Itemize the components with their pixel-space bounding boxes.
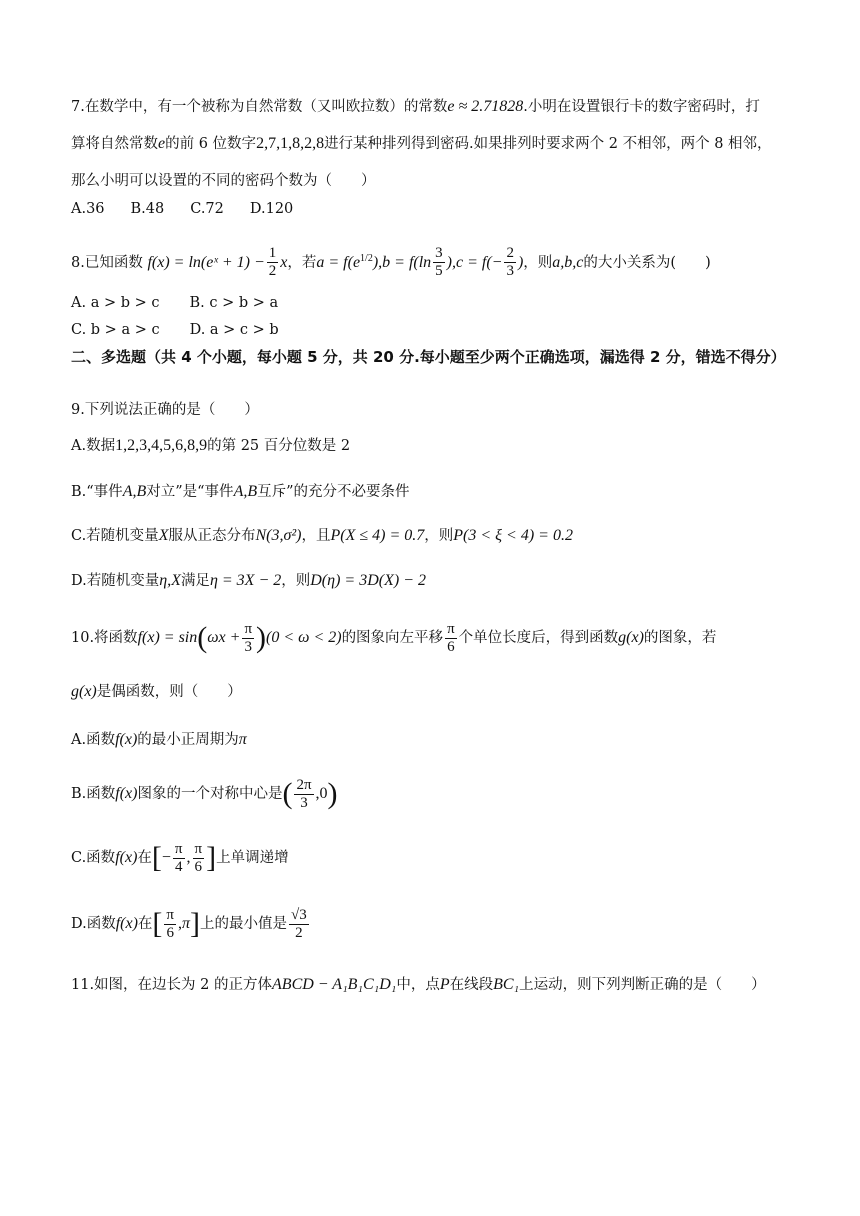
q11-text: 中，点 — [396, 977, 440, 993]
numerator: π — [194, 840, 203, 857]
f-of-x: f(x) — [115, 731, 138, 748]
q9-stem: 9.下列说法正确的是（ ） — [71, 402, 259, 418]
q9-option-b[interactable] — [71, 482, 410, 502]
q7-line-3: 那么小明可以设置的不同的密码个数为（ ） — [71, 173, 376, 189]
option-text: ，且 — [301, 528, 331, 544]
fraction-pi-4 — [173, 841, 185, 876]
variance-expr: D(η) = 3D(X) − 2 — [310, 572, 426, 589]
fraction-2pi-3 — [294, 777, 313, 812]
denominator: 6 — [447, 638, 455, 655]
normal-dist: N(3,σ²) — [255, 527, 302, 544]
events: A,B — [122, 483, 147, 500]
option-text: 在 — [137, 916, 153, 932]
denominator: 3 — [506, 263, 514, 280]
paren-open: ( — [282, 777, 293, 810]
var-x: x — [280, 253, 288, 271]
option-text: 上的最小值是 — [200, 916, 288, 932]
numerator: 1 — [268, 245, 277, 262]
numerator: π — [244, 620, 253, 637]
q11-text: 11.如图，在边长为 2 的正方体 — [71, 977, 273, 993]
option-text: 的最小正周期为 — [137, 732, 239, 748]
minus-sign: − — [161, 849, 171, 866]
q9-option-a[interactable] — [71, 436, 350, 456]
fraction-pi-6 — [445, 621, 457, 656]
bracket-open: [ — [152, 907, 163, 940]
paren: ) — [372, 253, 379, 271]
q10-option-b[interactable] — [71, 774, 338, 814]
relation: η = 3X − 2 — [209, 572, 282, 589]
denominator: 3 — [244, 638, 252, 655]
q8-option-d[interactable]: D. a > c > b — [189, 322, 279, 338]
denominator: 4 — [174, 858, 183, 875]
prob-expr: P(X ≤ 4) = 0.7 — [330, 527, 425, 544]
option-text: 满足 — [180, 573, 210, 589]
prob-expr: P(3 < ξ < 4) = 0.2 — [453, 527, 573, 544]
paren: ) — [446, 253, 452, 271]
numerator: π — [166, 906, 174, 923]
q8-options-row-1 — [71, 293, 304, 313]
q8-options-row-2 — [71, 320, 305, 340]
exponent: 1/2 — [360, 253, 373, 264]
option-text: C.若随机变量 — [71, 528, 159, 544]
coord-tail: ,0 — [315, 785, 328, 802]
segment: BC₁ — [493, 976, 520, 993]
comma: , — [186, 849, 191, 866]
q8-text: ，则 — [523, 254, 553, 271]
paren-close: ) — [327, 777, 338, 810]
g-of-x: g(x) — [618, 629, 644, 646]
option-text: A.函数 — [71, 732, 116, 748]
option-text: 的第 25 百分位数是 2 — [207, 438, 351, 454]
option-text: D.若随机变量 — [71, 573, 160, 589]
q8-stem — [71, 242, 711, 280]
data-list: 1,2,3,4,5,6,8,9 — [115, 437, 208, 454]
var-x: X — [158, 527, 169, 544]
var-abc: a,b,c — [552, 253, 584, 271]
q7-text: 算将自然常数 — [71, 136, 158, 152]
q10-stem-line-1 — [71, 618, 716, 658]
comma: , — [178, 915, 182, 932]
q8-text: 8.已知函数 — [71, 254, 143, 271]
f-of-x: f(x) — [115, 915, 138, 932]
q7-text: 进行某种排列得到密码.如果排列时要求两个 2 不相邻，两个 8 相邻， — [324, 136, 772, 152]
q8-function: f(x) = ln(eˣ + 1) − — [147, 253, 265, 271]
bracket-close: ] — [190, 907, 201, 940]
q8-option-a[interactable]: A. a > b > c — [71, 295, 160, 311]
fraction-pi-6 — [193, 841, 205, 876]
option-text: B.“事件 — [71, 484, 123, 500]
fraction-sqrt3-2 — [289, 907, 309, 942]
q10-text: 10.将函数 — [71, 630, 138, 646]
bracket-open: [ — [151, 841, 162, 874]
denominator: 2 — [268, 263, 277, 280]
option-text: 对立”是“事件 — [146, 484, 234, 500]
q10-function: f(x) = sin — [137, 629, 198, 646]
q7-text: 7.在数学中，有一个被称为自然常数（又叫欧拉数）的常数 — [71, 99, 448, 115]
option-text: C.函数 — [71, 850, 116, 866]
q10-text: 的图象向左平移 — [341, 630, 444, 646]
fraction-pi-3 — [242, 621, 254, 656]
section-heading: 二、多选题（共 4 个小题，每小题 5 分，共 20 分.每小题至少两个正确选项，漏选得 2 分，错选不得分） — [71, 348, 786, 366]
denominator: 2 — [295, 924, 303, 941]
q7-options — [71, 199, 319, 219]
f-of-x: f(x) — [115, 849, 138, 866]
denominator: 6 — [166, 924, 174, 941]
pi: π — [182, 915, 191, 932]
q10-text: 的图象，若 — [643, 630, 717, 646]
q8-option-b[interactable]: B. c > b > a — [189, 295, 279, 311]
q11-text: 上运动，则下列判断正确的是（ ） — [519, 977, 766, 993]
q7-text: 的前 6 位数字 — [165, 136, 257, 152]
q10-option-a[interactable] — [71, 730, 247, 750]
numerator: 3 — [435, 245, 443, 262]
option-text: 互斥”的充分不必要条件 — [257, 484, 410, 500]
q10-arg: ωx + — [207, 629, 241, 646]
numerator: 2 — [506, 245, 514, 262]
q7-text: .小明在设置银行卡的数字密码时，打 — [523, 99, 760, 115]
q7-line-1 — [71, 97, 760, 117]
q9-option-c[interactable] — [71, 526, 573, 546]
numerator: √3 — [291, 906, 307, 923]
fraction-half — [267, 245, 279, 280]
q9-option-d[interactable] — [71, 571, 426, 591]
q7-option-c[interactable]: C.72 — [190, 201, 224, 217]
option-text: 图象的一个对称中心是 — [137, 786, 283, 802]
option-text: 服从正态分布 — [168, 528, 256, 544]
numerator: 2π — [296, 776, 312, 793]
option-text: D.函数 — [71, 916, 116, 932]
q10-stem-line-2 — [71, 682, 242, 702]
q10-condition: (0 < ω < 2) — [266, 629, 342, 646]
def-c: ,c = f(− — [452, 253, 503, 271]
paren-open: ( — [197, 621, 208, 654]
q7-option-a[interactable]: A.36 — [71, 201, 105, 217]
denominator: 6 — [194, 858, 203, 875]
denominator: 3 — [300, 794, 308, 811]
q8-option-c[interactable]: C. b > a > c — [71, 322, 160, 338]
option-text: B.函数 — [71, 786, 116, 802]
q10-text: 是偶函数，则（ ） — [96, 684, 242, 700]
q10-text: 个单位长度后，得到函数 — [458, 630, 619, 646]
paren: ) — [517, 253, 524, 271]
denominator: 5 — [435, 263, 443, 280]
numerator: π — [447, 620, 455, 637]
q8-text: ，若 — [287, 254, 317, 271]
option-text: ，则 — [424, 528, 454, 544]
q11-stem — [71, 975, 766, 995]
q7-option-d[interactable]: D.120 — [249, 201, 294, 217]
events: A,B — [233, 483, 258, 500]
math-e: e — [158, 135, 166, 152]
def-b: ,b = f(ln — [378, 253, 432, 271]
numerator: π — [174, 840, 183, 857]
q10-option-c[interactable] — [71, 838, 289, 878]
option-text: 在 — [137, 850, 152, 866]
fraction-pi-6 — [164, 907, 176, 942]
fraction-2-3 — [504, 245, 516, 280]
f-of-x: f(x) — [115, 785, 138, 802]
q10-option-d[interactable] — [71, 904, 311, 944]
paren-close: ) — [256, 621, 267, 654]
digit-list: 2,7,1,8,2,8 — [256, 135, 325, 152]
bracket-close: ] — [206, 841, 217, 874]
option-text: 上单调递增 — [216, 850, 289, 866]
fraction-3-5 — [433, 245, 445, 280]
vars: η,X — [159, 572, 181, 589]
pi: π — [238, 731, 247, 748]
g-of-x: g(x) — [71, 683, 97, 700]
q11-text: 在线段 — [449, 977, 494, 993]
euler-constant: e ≈ 2.71828 — [447, 98, 524, 115]
def-a: a = f(e — [316, 253, 361, 271]
q8-text: 的大小关系为( ) — [583, 254, 711, 271]
option-text: ，则 — [281, 573, 311, 589]
option-text: A.数据 — [71, 438, 116, 454]
q7-line-2 — [71, 134, 772, 154]
cube-name: ABCD − A₁B₁C₁D₁ — [272, 976, 397, 993]
point-p: P — [439, 976, 450, 993]
q7-option-b[interactable]: B.48 — [130, 201, 165, 217]
